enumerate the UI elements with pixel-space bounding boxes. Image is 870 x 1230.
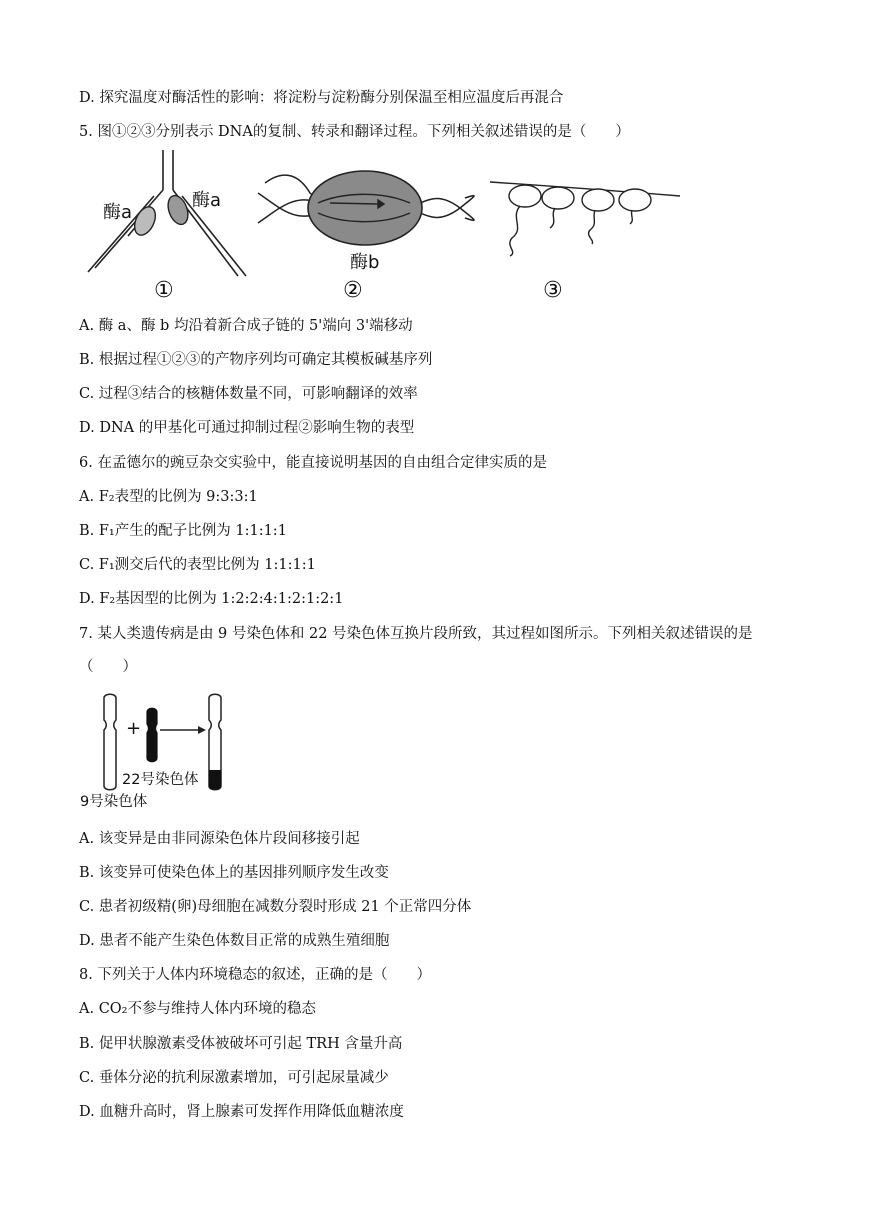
q8-option-b: B. 促甲状腺激素受体被破坏可引起 TRH 含量升高 xyxy=(79,1036,403,1052)
q8-stem: 8. 下列关于人体内环境稳态的叙述，正确的是（ ） xyxy=(79,967,431,983)
panel-1-label: ① xyxy=(154,278,174,303)
q7-paren: （ ） xyxy=(79,659,137,675)
q6-option-a: A. F₂表型的比例为 9:3:3:1 xyxy=(79,489,258,505)
q7-option-a: A. 该变异是由非同源染色体片段间移接引起 xyxy=(79,831,360,847)
panel-2-label: ② xyxy=(343,278,363,303)
q7-option-d: D. 患者不能产生染色体数目正常的成熟生殖细胞 xyxy=(79,933,390,949)
q8-option-c: C. 垂体分泌的抗利尿激素增加，可引起尿量减少 xyxy=(79,1070,389,1086)
enzyme-a-left-shape xyxy=(131,204,160,239)
q6-option-c: C. F₁测交后代的表型比例为 1:1:1:1 xyxy=(79,557,316,573)
q7-option-c: C. 患者初级精(卵)母细胞在减数分裂时形成 21 个正常四分体 xyxy=(79,899,472,915)
q6-option-b: B. F₁产生的配子比例为 1:1:1:1 xyxy=(79,523,287,539)
q6-stem: 6. 在孟德尔的豌豆杂交实验中，能直接说明基因的自由组合定律实质的是 xyxy=(79,455,547,471)
q5-option-a: A. 酶 a、酶 b 均沿着新合成子链的 5'端向 3'端移动 xyxy=(79,318,413,334)
enzyme-a-right-label: 酶a xyxy=(192,190,222,211)
enzyme-b-label: 酶b xyxy=(350,252,380,273)
plus-sign: + xyxy=(126,718,142,739)
q6-option-d: D. F₂基因型的比例为 1:2:2:4:1:2:1:2:1 xyxy=(79,591,344,607)
chromosome-9-shape xyxy=(104,694,116,790)
panel-3-label: ③ xyxy=(543,278,563,303)
q4-option-d: D. 探究温度对酶活性的影响：将淀粉与淀粉酶分别保温至相应温度后再混合 xyxy=(79,90,564,106)
q5-figure xyxy=(80,148,700,308)
enzyme-a-right-shape xyxy=(164,193,191,227)
enzyme-b-shape xyxy=(308,171,422,245)
q7-stem: 7. 某人类遗传病是由 9 号染色体和 22 号染色体互换片段所致，其过程如图所示。下列相关叙述错误的是 xyxy=(79,626,753,642)
q8-option-a: A. CO₂不参与维持人体内环境的稳态 xyxy=(79,1001,316,1017)
enzyme-a-left-label: 酶a xyxy=(103,202,133,223)
chromosome-22-shape xyxy=(147,708,157,762)
q7-option-b: B. 该变异可使染色体上的基因排列顺序发生改变 xyxy=(79,865,389,881)
q5-option-b: B. 根据过程①②③的产物序列均可确定其模板碱基序列 xyxy=(79,352,433,368)
q7-figure xyxy=(80,690,250,810)
q5-option-c: C. 过程③结合的核糖体数量不同，可影响翻译的效率 xyxy=(79,386,418,402)
arrow-head xyxy=(198,726,206,734)
chromosome-22-label: 22号染色体 xyxy=(122,772,199,788)
q5-option-d: D. DNA 的甲基化可通过抑制过程②影响生物的表型 xyxy=(79,420,415,436)
polysome xyxy=(490,182,680,256)
chromosome-9-label: 9号染色体 xyxy=(80,794,148,810)
q8-option-d: D. 血糖升高时，肾上腺素可发挥作用降低血糖浓度 xyxy=(79,1104,404,1120)
q5-stem: 5. 图①②③分别表示 DNA的复制、转录和翻译过程。下列相关叙述错误的是（ ） xyxy=(79,124,630,140)
